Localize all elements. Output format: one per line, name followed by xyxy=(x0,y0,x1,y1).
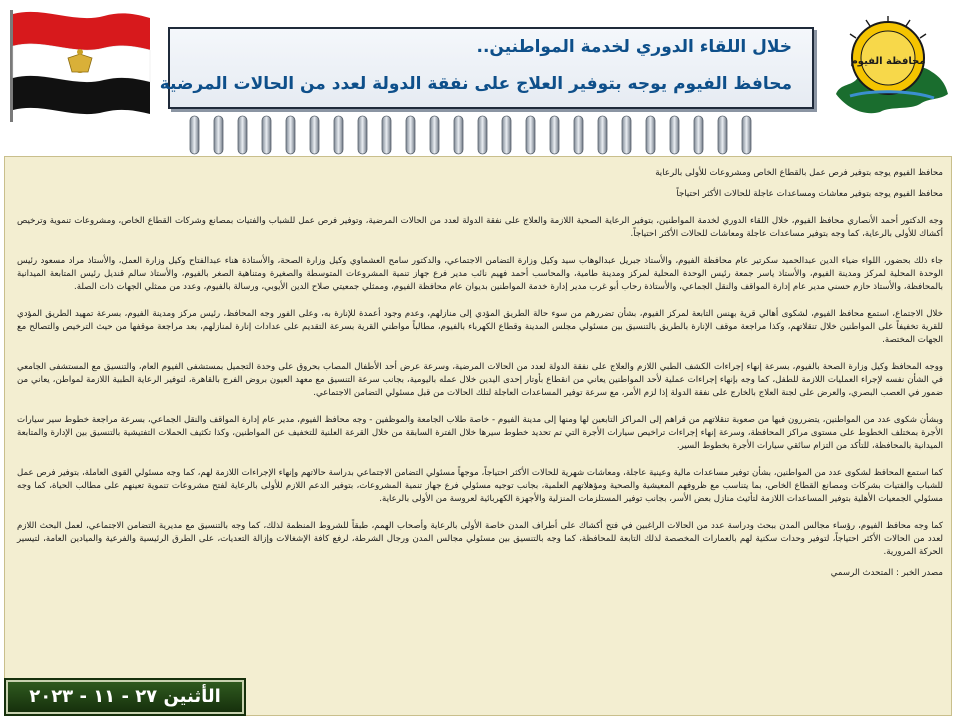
binder-ring xyxy=(478,116,487,154)
article-paragraph: جاء ذلك بحضور، اللواء ضياء الدين عبدالحميد سكرتير عام محافظة الفيوم، والأستاذ جبريل عبدالوهاب سيد وكيل وزارة التضامن الاجتماعي، والدكتور سامح العشماوي وكيل وزارة الصحة، والأستاذة هناء عبدالفتاح وكيل وزارة العمل، والأستاذ مراد مسعود رئيس الوحدة المحلية لمركز ومدينة الفيوم، والأستاذ ياسر جمعة رئيس الوحدة المحلية لمركز ومدينة طامية، والمحاسب أحمد فهيم نائب مدير فرع جهاز تنمية المشروعات المتوسطة والصغيرة ومتناهية الصغر بالفيوم، والأستاذ سالم قنديل رئيس المتابعة الميدانية بالمحافظة، والأستاذ حازم حسني مدير عام إدارة المواقف والنقل الجماعي، والأستاذة رحاب أبو غرب مدير إدارة خدمة المواطنين بديوان عام محافظة الفيوم، وممثلي جمعيتي صلاح الدين الأيوبي، ورسالة بالفيوم، وعدد من ممثلي الجهات ذات الصلة. xyxy=(17,256,943,292)
binder-ring xyxy=(334,116,343,154)
binder-ring xyxy=(382,116,391,154)
article-subheadline-2: محافظ الفيوم يوجه بتوفير معاشات ومساعدات عاجلة للحالات الأكثر احتياجاً xyxy=(676,189,943,199)
binder-rings xyxy=(0,112,960,158)
news-source: مصدر الخبر : المتحدث الرسمي xyxy=(830,568,943,578)
headline-line-1: خلال اللقاء الدوري لخدمة المواطنين.. xyxy=(476,37,792,57)
date-text: الأثنين ٢٧ - ١١ - ٢٠٢٣ xyxy=(29,686,221,707)
fayoum-governorate-logo xyxy=(830,14,952,120)
binder-ring xyxy=(718,116,727,154)
egypt-flag-image xyxy=(4,6,154,124)
binder-ring xyxy=(286,116,295,154)
binder-ring xyxy=(622,116,631,154)
binder-ring xyxy=(694,116,703,154)
binder-ring xyxy=(430,116,439,154)
binder-ring xyxy=(406,116,415,154)
binder-ring xyxy=(670,116,679,154)
logo-text: محافظة الفيوم xyxy=(850,56,926,67)
article-subheadline-1: محافظ الفيوم يوجه بتوفير فرص عمل بالقطاع الخاص ومشروعات للأولى بالرعاية xyxy=(655,168,943,178)
article-paragraph: وبشأن شكوى عدد من المواطنين، يتضررون فيها من صعوبة تنقلاتهم من قراهم إلى المراكز التابعين لها ومنها إلى مدينة الفيوم - خاصة طلاب الجامعة والموظفين - وجه محافظ الفيوم، مدير عام إدارة المواقف والنقل الجماعي، بسرعة مراجعة خطوط سير سيارات الأجرة بمختلف الخطوط على مستوى مراكز المحافظة، وسرعة إنهاء إجراءات تراخيص سيارات الأجرة التي تم تحديد خطوط سيرها خلال الفترة السابقة من خلال القرعة العلنية للتخفيف عن المواطنين، وكذا تكثيف الحملات التفتيشية بالتنسيق بين الإدارة والمتابعة الميدانية بالمحافظة، للتأكد من التزام سائقي سيارات الأجرة بخطوط السير. xyxy=(17,415,943,451)
article-body xyxy=(17,167,943,594)
binder-ring xyxy=(526,116,535,154)
binder-ring xyxy=(310,116,319,154)
article-paragraph: خلال الاجتماع، استمع محافظ الفيوم، لشكوى أهالي قرية بهنس التابعة لمركز الفيوم، بشأن تضررهم من سوء حالة الطريق المؤدي إلى منازلهم، وعدم وجود أعمدة للإنارة به، وعلى الفور وجه المحافظ، رئيس مركز ومدينة الفيوم، بسرعة تمهيد الطريق المؤدي للقرية تخفيفاً على المواطنين خلال تنقلاتهم، وكذا مراجعة موقف الإنارة بالطريق بالتنسيق بين مسئولي مجلس المدينة وقطاع الكهرباء بالفيوم، مطالباً مواطني القرية بسرعة التقديم على عدادات إنارة لمنازلهم، بعد مراجعة موقفها من حيث الترخيص والتصالح مع الجهات المختصة. xyxy=(17,309,943,345)
article-paragraph: وجه الدكتور أحمد الأنصاري محافظ الفيوم، خلال اللقاء الدوري لخدمة المواطنين، بتوفير الرعاية الصحية اللازمة والعلاج على نفقة الدولة لعدد من الحالات المرضية، وتوفير فرص عمل للشباب والفتيات بمصانع وشركات القطاع الخاص، ومشروعات تنموية وترخيص أكشاك للأولى بالرعاية، كما وجه بتوفير مساعدات عاجلة ومعاشات للحالات الأكثر احتياجاً. xyxy=(17,216,943,239)
binder-ring xyxy=(358,116,367,154)
binder-ring xyxy=(262,116,271,154)
binder-ring xyxy=(502,116,511,154)
date-badge xyxy=(6,680,244,714)
article-paragraph: كما وجه محافظ الفيوم، رؤساء مجالس المدن ببحث ودراسة عدد من الحالات الراغبين في فتح أكشاك على أطراف المدن خاصة الأولى بالرعاية وأصحاب الهمم، طبقاً للشروط المنظمة لذلك، كما وجه بالتنسيق مع مديرية التضامن الاجتماعي، لعمل البحث اللازم لعدد من الحالات الأكثر احتياجاً، لتوفير وحدات سكنية لهم بالعمارات المخصصة لذلك التابعة للمحافظة، كما وجه بالتنسيق بين مسئولي مجالس المدن ورجال الشرطة، لرفع كافة الإشغالات وإزالة التعديات، على الطرق الرئيسية والفرعية والميادين العامة، لتيسير الحركة المرورية. xyxy=(17,521,943,557)
article-paragraph: ووجه المحافظ وكيل وزارة الصحة بالفيوم، بسرعة إنهاء إجراءات الكشف الطبي اللازم والعلاج على نفقة الدولة لعدد من الحالات المرضية، وسرعة عرض أحد الأطفال المصاب بحروق على وحدة التجميل بمستشفى الفيوم العام، والتنسيق مع المستشفى الجامعي في الشأن نفسه لإجراء العمليات اللازمة للطفل، كما وجه بإنهاء إجراءات عملية لأحد المواطنين يعاني من انقطاع بأوتار إحدى اليدين خلال عمله باليومية، بجانب سرعة التنسيق مع معهد العيون بروض الفرج بالقاهرة، لتوفير الرعاية الطبية اللازمة لمواطن، يعاني من ضمور في العصب البصري، والعرض على لجنة العلاج بالخارج على نفقة الدولة إذا لزم الأمر، مع سرعة توفير المساعدات العاجلة لتلك الحالات من قبل مسئولي التضامن الاجتماعي. xyxy=(17,362,943,398)
binder-ring xyxy=(742,116,751,154)
binder-ring xyxy=(550,116,559,154)
binder-ring xyxy=(598,116,607,154)
binder-ring xyxy=(454,116,463,154)
headline-panel xyxy=(159,27,814,109)
article-paragraph: كما استمع المحافظ لشكوى عدد من المواطنين، بشأن توفير مساعدات مالية وعينية عاجلة، ومعاشات شهرية للحالات الأكثر احتياجاً، موجهاً مسئولي التضامن الاجتماعي بدراسة حالاتهم وإنهاء الإجراءات اللازمة لهم، كما وجه مسئولي القوى العاملة، بتوفير فرص عمل للشباب والفتيات بشركات ومصانع القطاع الخاص، بما يتناسب مع ظروفهم المعيشية والصحية ومؤهلاتهم العلمية، بجانب توجيه مسئولي فرع جهاز تنمية المشروعات، بتوفير الدعم اللازم للأولى بالرعاية لفتح مشروعات تنموية تعينهم على مطالب الحياة، كما وجه مسئولي الجمعيات الأهلية بتوفير المساعدات اللازمة لتأثيث منازل بعض الأسر، بجانب توفير المستلزمات المنزلية والأجهزة الكهربائية لعروسة من الأولى بالرعاية. xyxy=(17,468,943,504)
binder-ring xyxy=(574,116,583,154)
binder-ring xyxy=(214,116,223,154)
binder-ring xyxy=(238,116,247,154)
article-panel xyxy=(4,156,952,716)
headline-line-2: محافظ الفيوم يوجه بتوفير العلاج على نفقة الدولة لعدد من الحالات المرضية xyxy=(159,74,792,94)
binder-ring xyxy=(190,116,199,154)
binder-ring xyxy=(646,116,655,154)
